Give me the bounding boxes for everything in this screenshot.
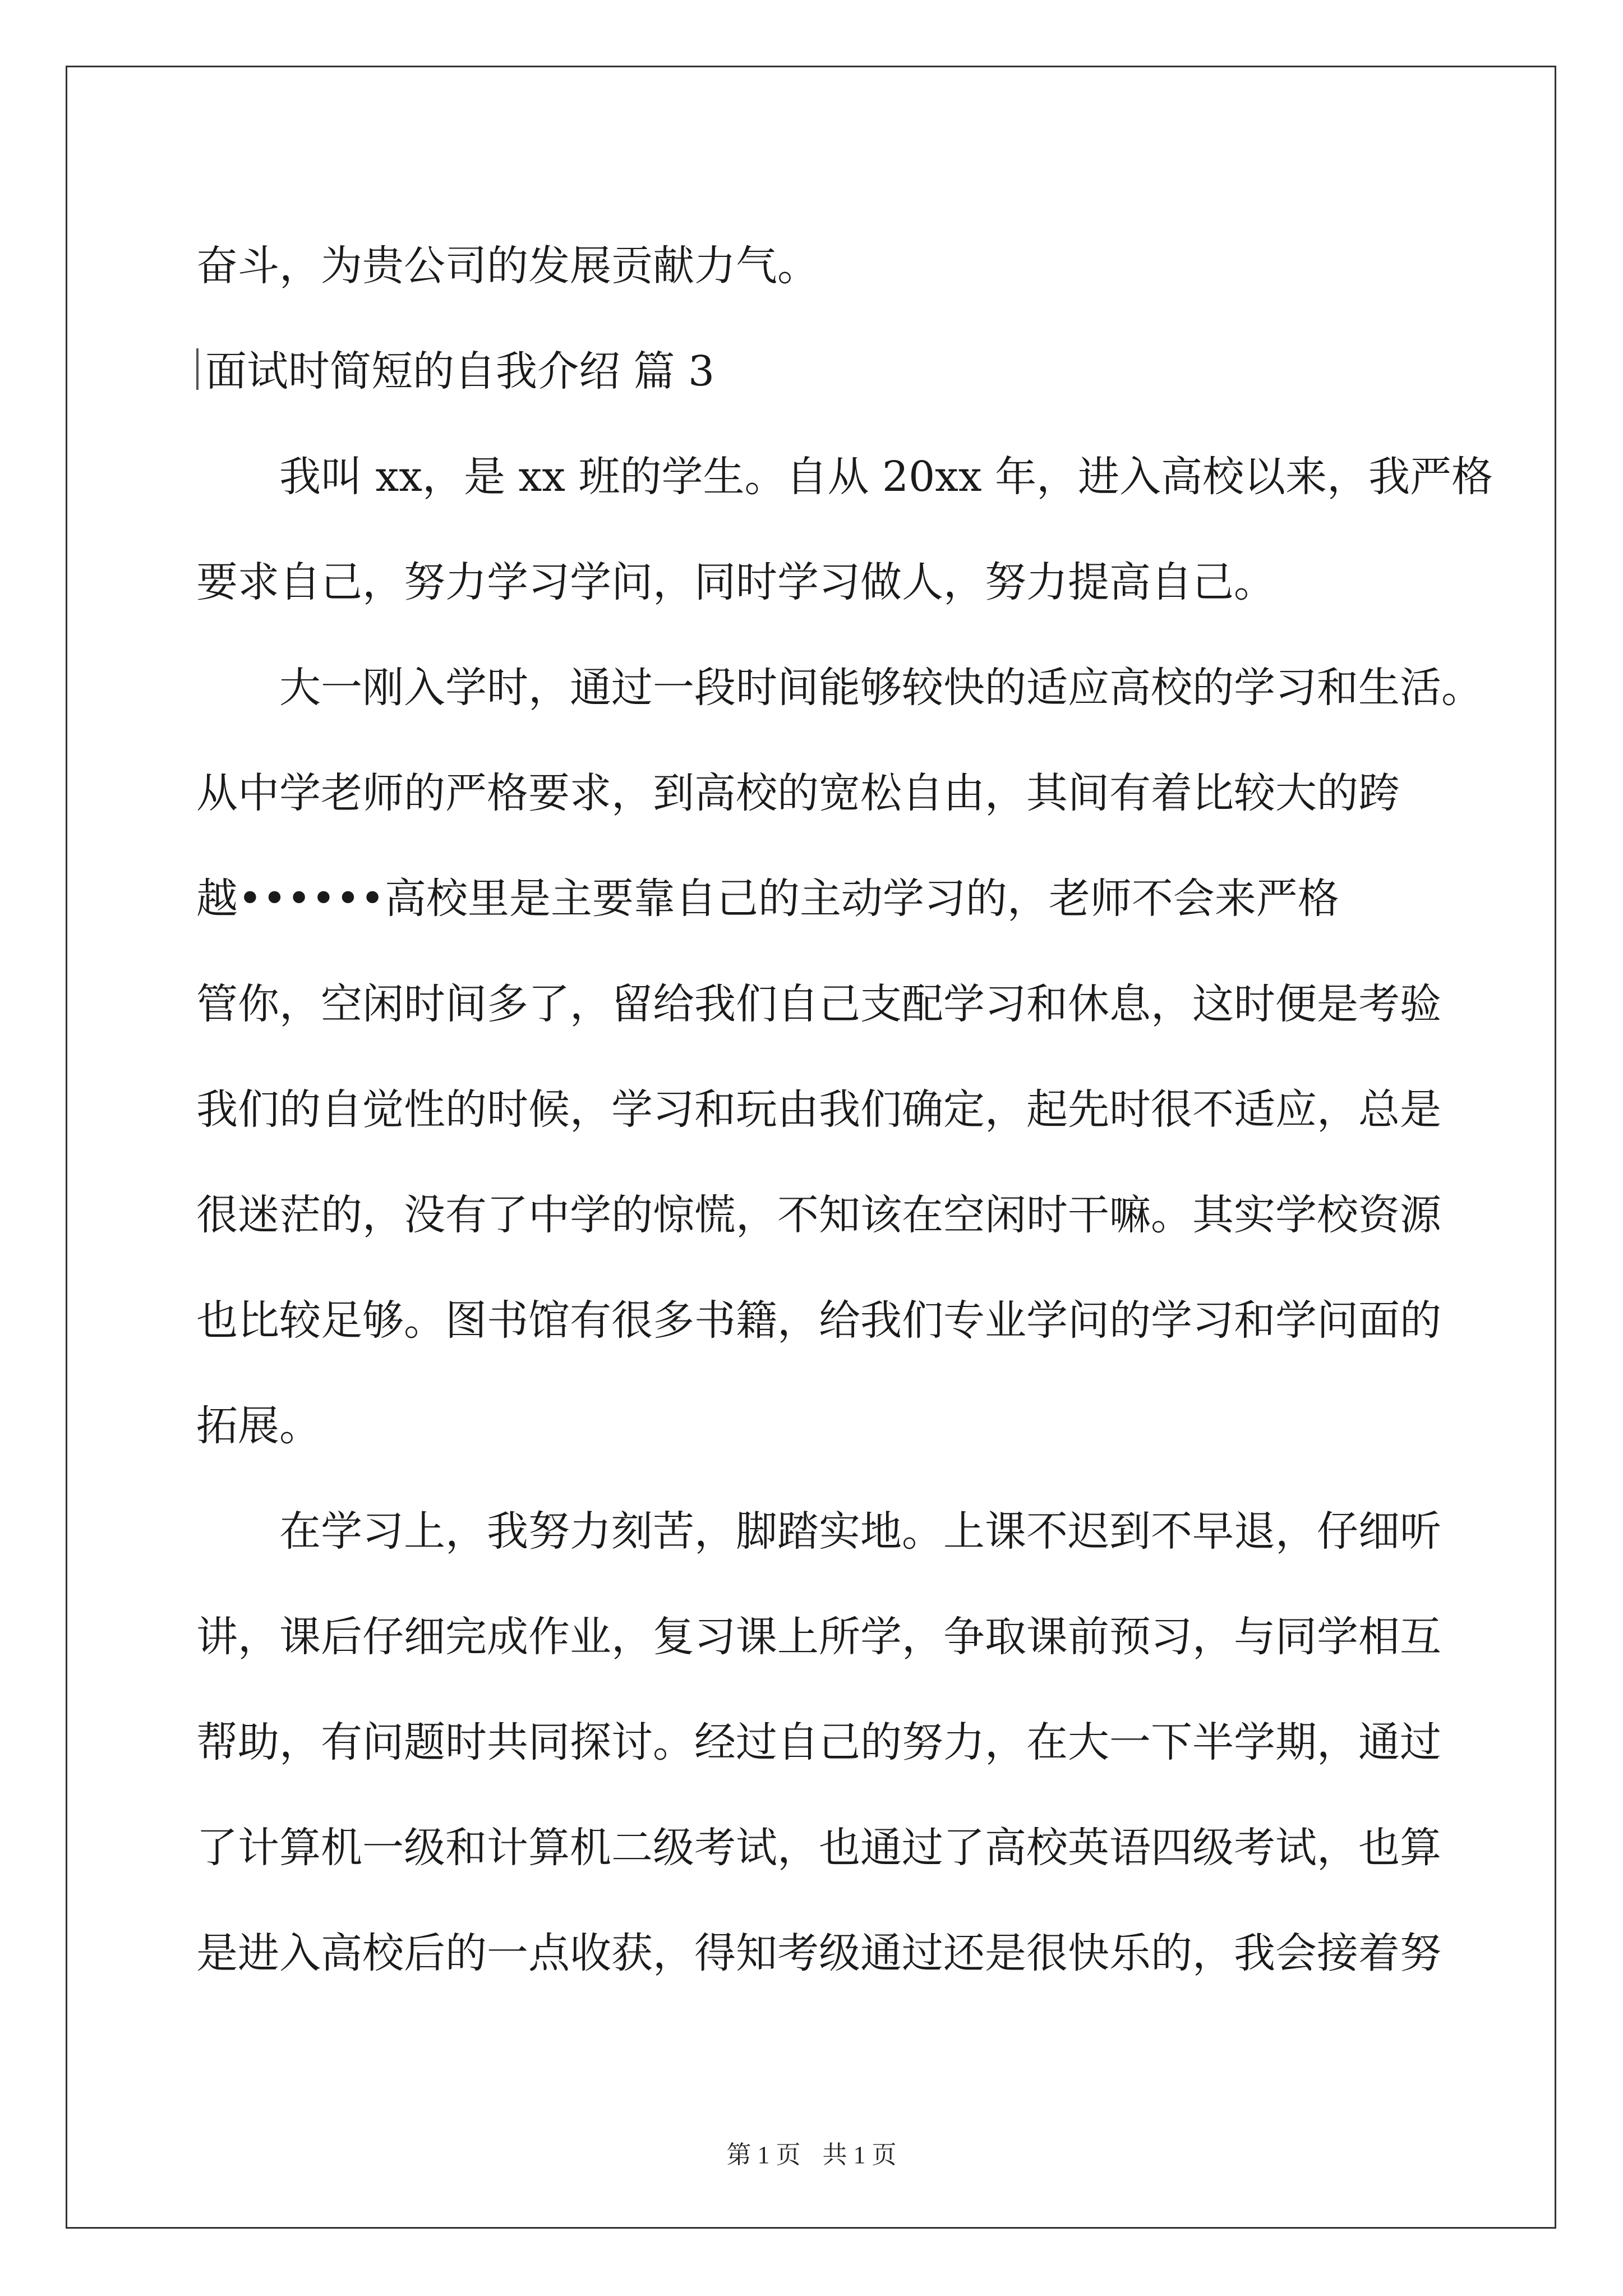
- line-text: 我叫 xx，是 xx 班的学生。自从 20xx 年，进入高校以来，我严格: [279, 453, 1493, 501]
- line-text: 管你，空闲时间多了，留给我们自己支配学习和休息，这时便是考验: [196, 980, 1441, 1028]
- text-line: [196, 1795, 1441, 1901]
- document-body: [196, 213, 1493, 2006]
- line-text: 奋斗，为贵公司的发展贡献力气。: [196, 242, 819, 290]
- page-number-total: 共 1 页: [822, 2141, 897, 2169]
- line-text: 我们的自觉性的时候，学习和玩由我们确定，起先时很不适应，总是: [196, 1085, 1441, 1134]
- text-line: [196, 530, 1424, 635]
- line-text: 很迷茫的，没有了中学的惊慌，不知该在空闲时干嘛。其实学校资源: [196, 1191, 1441, 1239]
- text-line: [196, 740, 1424, 846]
- text-line: [196, 1162, 1441, 1268]
- page-footer: [0, 2134, 1623, 2170]
- text-line: [196, 635, 1483, 740]
- text-line: [196, 951, 1441, 1057]
- line-text: 是进入高校后的一点收获，得知考级通过还是很快乐的，我会接着努: [196, 1929, 1441, 1977]
- line-text: 也比较足够。图书馆有很多书籍，给我们专业学问的学习和学问面的: [196, 1296, 1441, 1345]
- text-line: [196, 846, 1424, 951]
- line-text: 在学习上，我努力刻苦，脚踏实地。上课不迟到不早退，仔细听: [279, 1507, 1441, 1556]
- line-text: 要求自己，努力学习学问，同时学习做人，努力提高自己。: [196, 558, 1275, 606]
- page-number-current: 第 1 页: [726, 2141, 801, 2169]
- heading-bar-icon: [196, 348, 199, 390]
- text-line: [196, 1690, 1441, 1795]
- text-line: [196, 1268, 1441, 1373]
- line-text: 大一刚入学时，通过一段时间能够较快的适应高校的学习和生活。: [279, 664, 1483, 712]
- text-line: [196, 213, 1424, 319]
- line-text: 拓展。: [196, 1402, 321, 1450]
- line-text: 了计算机一级和计算机二级考试，也通过了高校英语四级考试，也算: [196, 1824, 1441, 1872]
- line-text: 讲，课后仔细完成作业，复习课上所学，争取课前预习，与同学相互: [196, 1613, 1441, 1661]
- line-text: 面试时简短的自我介绍 篇 3: [205, 347, 715, 395]
- line-text: 帮助，有问题时共同探讨。经过自己的努力，在大一下半学期，通过: [196, 1718, 1441, 1766]
- section-heading: [196, 319, 1424, 424]
- text-line: [196, 1057, 1441, 1162]
- text-line: [196, 1901, 1441, 2006]
- line-text: 从中学老师的严格要求，到高校的宽松自由，其间有着比较大的跨: [196, 769, 1400, 817]
- line-text: 越••••••高校里是主要靠自己的主动学习的，老师不会来严格: [196, 875, 1339, 923]
- text-line: [196, 1479, 1441, 1584]
- text-line: [196, 1584, 1441, 1690]
- text-line: [196, 424, 1493, 530]
- text-line: [196, 1373, 1424, 1479]
